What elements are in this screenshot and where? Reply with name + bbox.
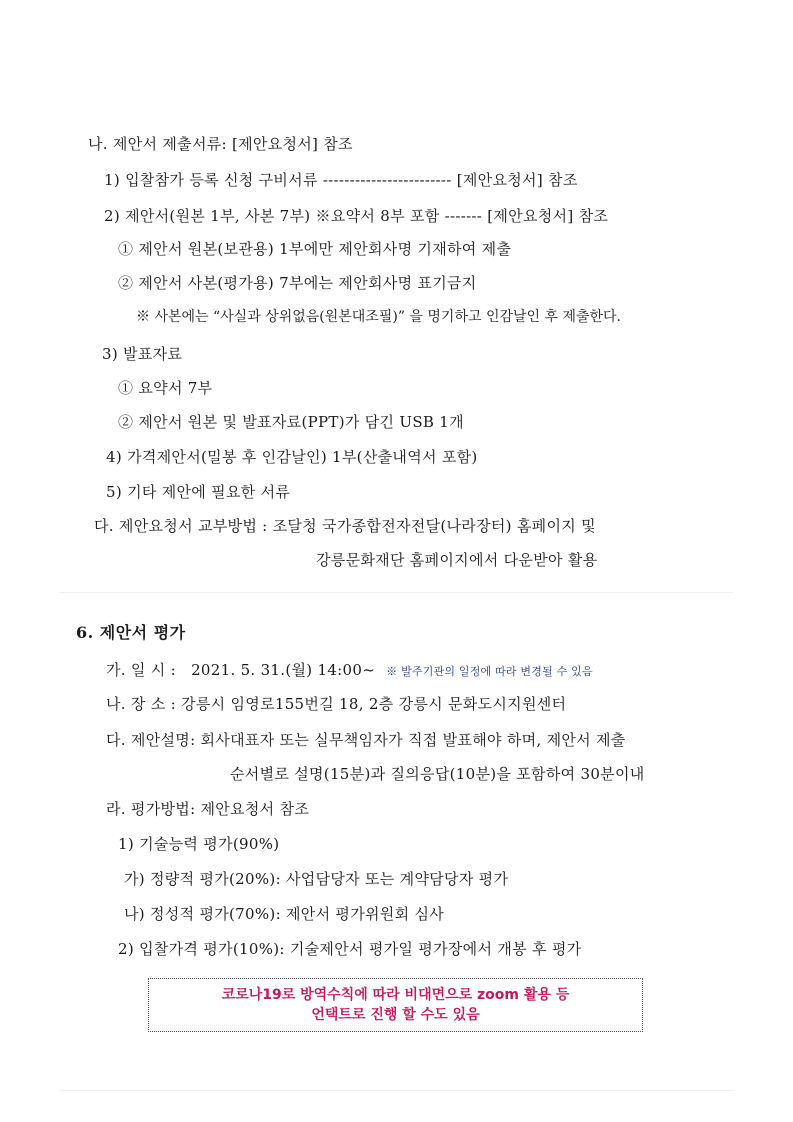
notice-line: 언택트로 진행 할 수도 있음 xyxy=(311,1007,480,1023)
evaluation-tech: 1) 기술능력 평가(90%) xyxy=(118,835,280,853)
evaluation-quant: 가) 정량적 평가(20%): 사업담당자 또는 계약담당자 평가 xyxy=(124,870,509,888)
evaluation-qual: 나) 정성적 평가(70%): 제안서 평가위원회 심사 xyxy=(124,905,445,923)
evaluation-explain: 다. 제안설명: 회사대표자 또는 실무책임자가 직접 발표해야 하며, 제안서 제출 xyxy=(106,731,626,749)
list-item: 5) 기타 제안에 필요한 서류 xyxy=(106,483,291,501)
distribution-line: 강릉문화재단 홈페이지에서 다운받아 활용 xyxy=(316,551,598,569)
list-item: 1) 입찰참가 등록 신청 구비서류 ------------------------ [제안요청서] 참조 xyxy=(104,171,578,189)
evaluation-explain: 순서별로 설명(15분)과 질의응답(10분)을 포함하여 30분이내 xyxy=(230,765,645,783)
date-value: 2021. 5. 31.(월) 14:00~ xyxy=(191,661,376,679)
list-item: 4) 가격제안서(밀봉 후 인감날인) 1부(산출내역서 포함) xyxy=(106,448,478,466)
divider xyxy=(60,592,733,593)
list-item: ① 제안서 원본(보관용) 1부에만 제안회사명 기재하여 제출 xyxy=(118,240,512,258)
date-note: ※ 발주기관의 일정에 따라 변경될 수 있음 xyxy=(386,665,593,678)
notice-box xyxy=(148,978,643,1032)
distribution-line: 다. 제안요청서 교부방법 : 조달청 국가종합전자전달(나라장터) 홈페이지 및 xyxy=(94,517,596,535)
evaluation-method: 라. 평가방법: 제안요청서 참조 xyxy=(106,800,310,818)
submission-title: 나. 제안서 제출서류: [제안요청서] 참조 xyxy=(88,135,353,153)
list-item-note: ※ 사본에는 “사실과 상위없음(원본대조필)” 을 명기하고 인감날인 후 제출한다. xyxy=(136,309,622,325)
section-heading: 6. 제안서 평가 xyxy=(76,623,186,642)
divider xyxy=(60,1090,733,1091)
evaluation-place: 나. 장 소 : 강릉시 임영로155번길 18, 2층 강릉시 문화도시지원센터 xyxy=(106,695,567,713)
list-item: 2) 제안서(원본 1부, 사본 7부) ※요약서 8부 포함 ------- [제안요청서] 참조 xyxy=(104,207,609,225)
list-item: 3) 발표자료 xyxy=(102,345,183,363)
date-label: 가. 일 시 : xyxy=(106,661,176,679)
list-item: ① 요약서 7부 xyxy=(118,379,213,397)
list-item: ② 제안서 원본 및 발표자료(PPT)가 담긴 USB 1개 xyxy=(118,413,464,431)
list-item: ② 제안서 사본(평가용) 7부에는 제안회사명 표기금지 xyxy=(118,274,477,292)
notice-line: 코로나19로 방역수칙에 따라 비대면으로 zoom 활용 등 xyxy=(221,987,570,1003)
evaluation-price: 2) 입찰가격 평가(10%): 기술제안서 평가일 평가장에서 개봉 후 평가 xyxy=(118,940,582,958)
evaluation-date xyxy=(106,660,593,682)
